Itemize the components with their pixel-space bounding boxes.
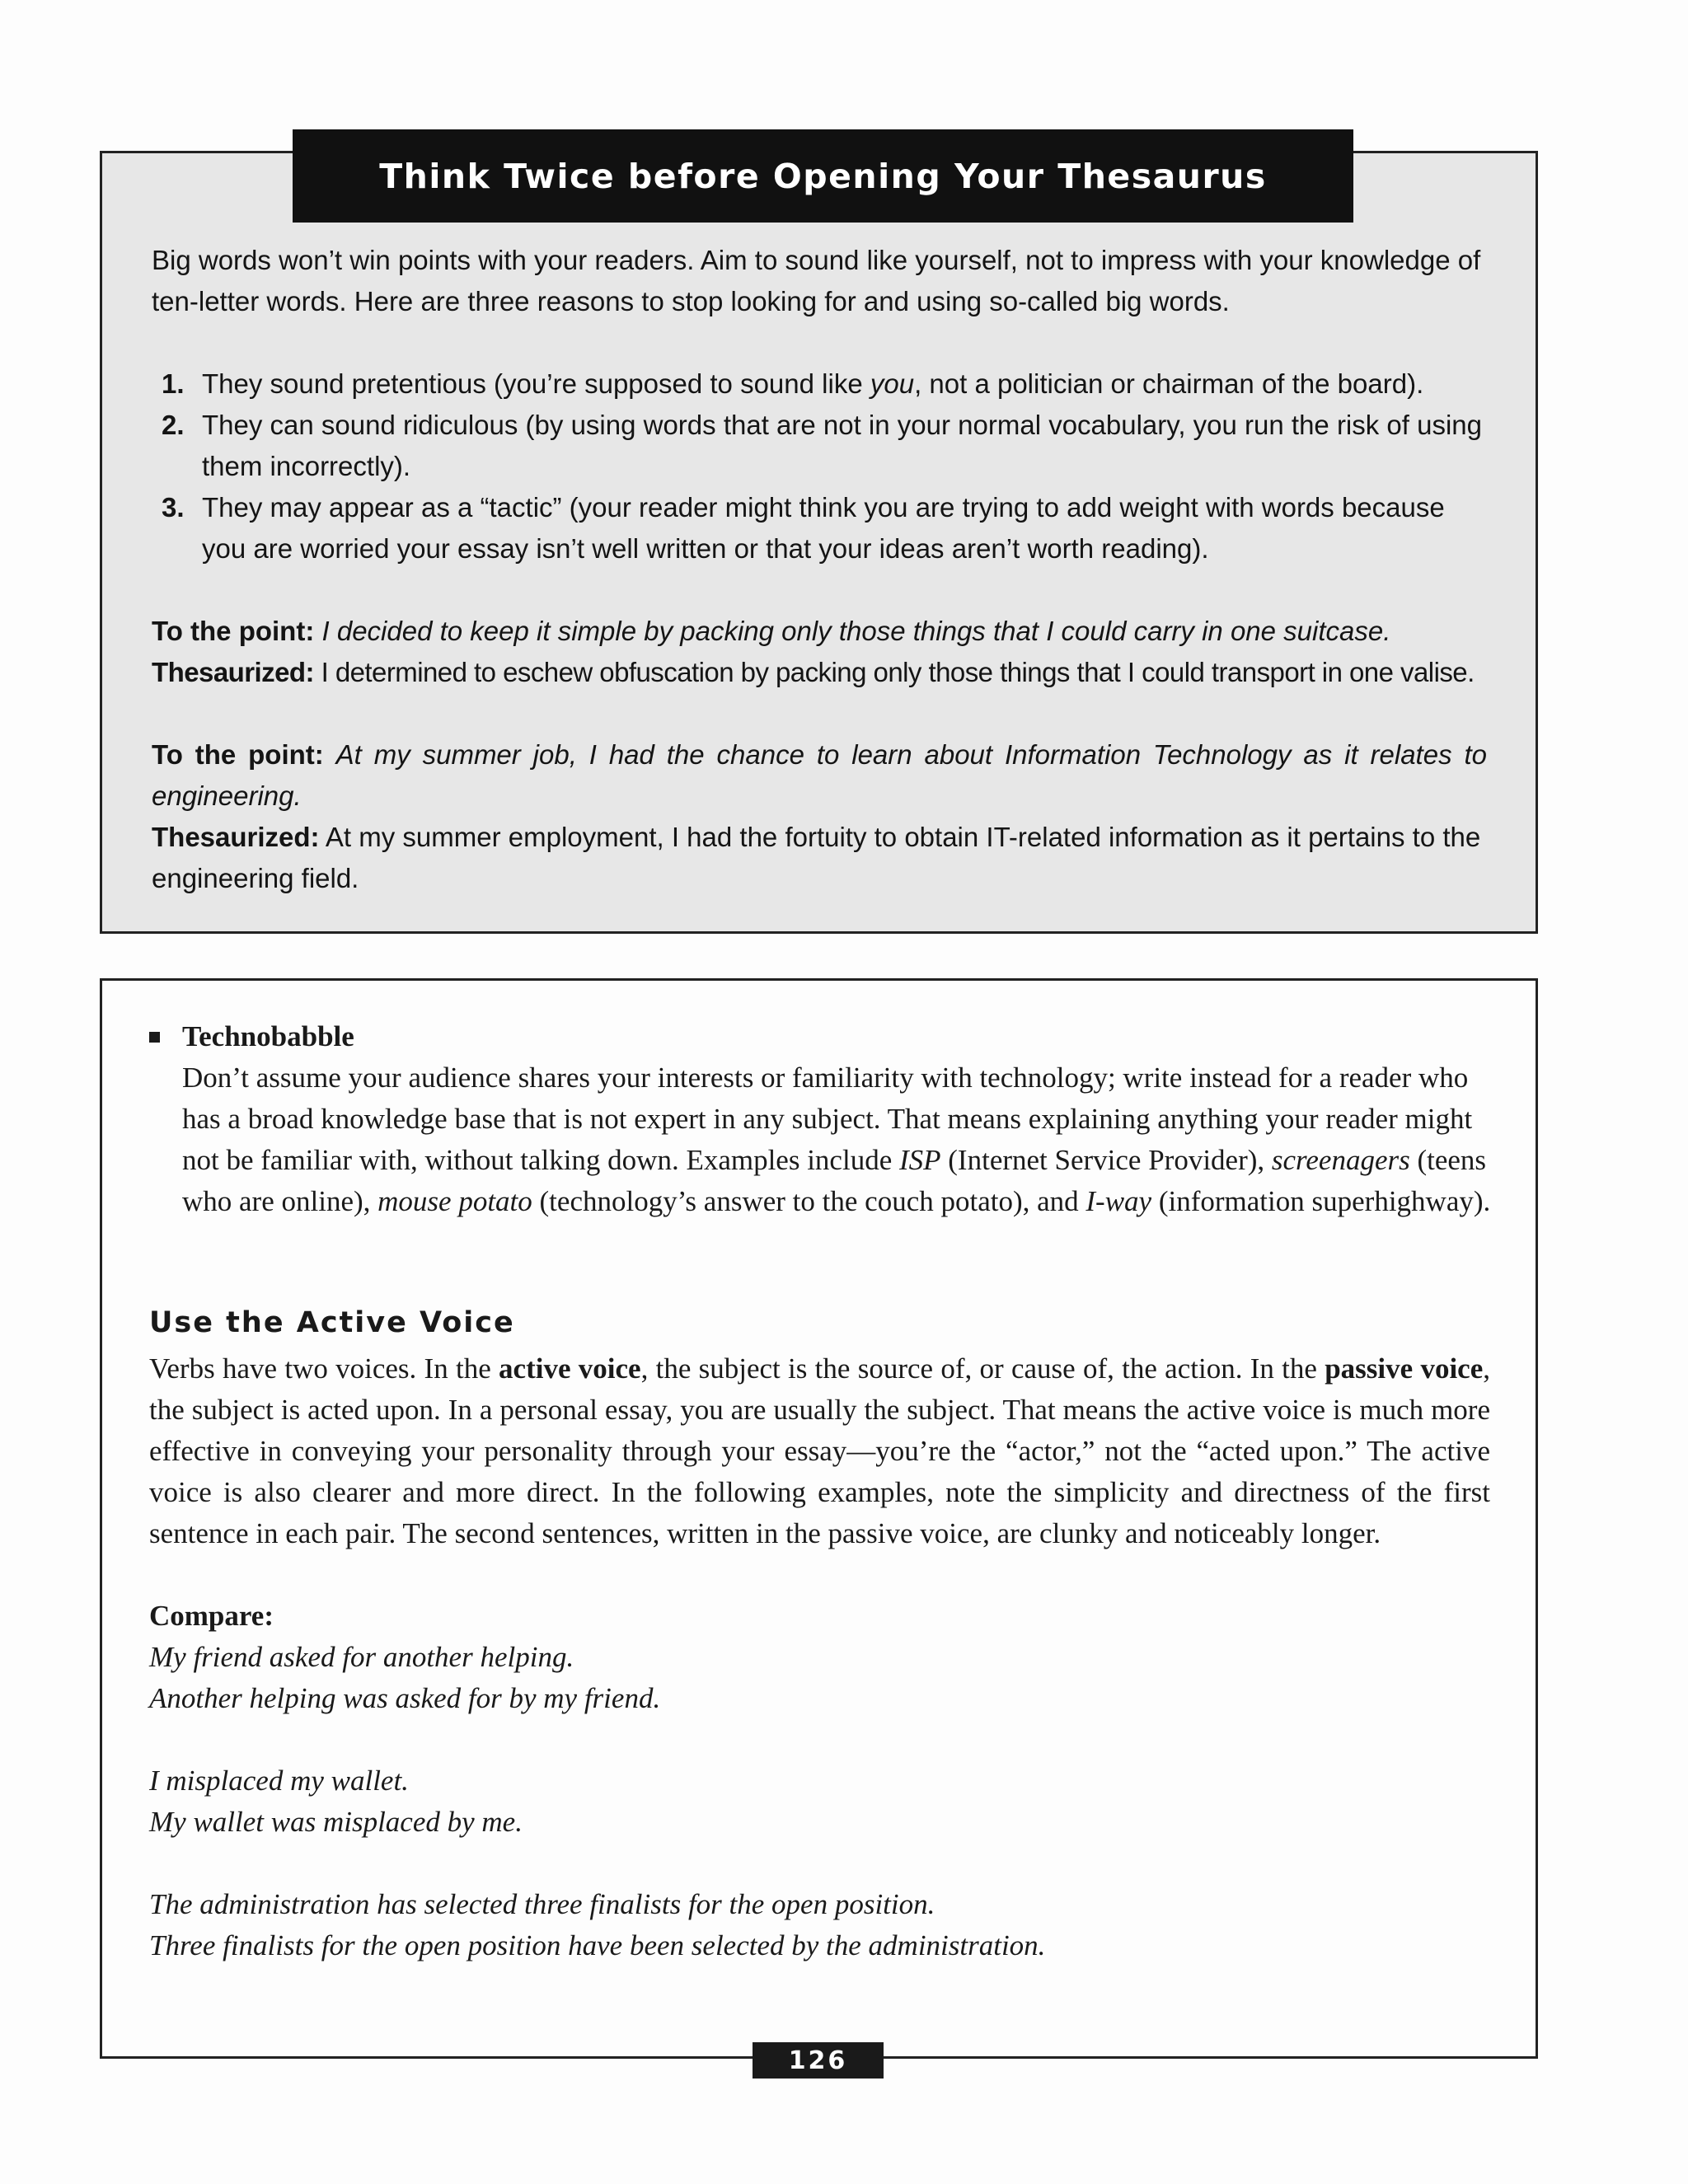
compare-label: Compare: [149, 1600, 274, 1632]
example-sentence: Three finalists for the open position have been selected by the administration. [149, 1929, 1046, 1961]
example-sentence: My friend asked for another helping. [149, 1641, 574, 1673]
example-sentence: Another helping was asked for by my friend. [149, 1682, 661, 1714]
to-the-point-line: To the point: I decided to keep it simple by packing only those things that I could carry in one suitcase. [152, 616, 1391, 646]
reasons-list [152, 363, 1487, 569]
list-number: 1. [162, 368, 185, 399]
technobabble-heading: Technobabble [182, 1020, 354, 1052]
sidebar-title: Think Twice before Opening Your Thesaurus [293, 129, 1353, 223]
example-pair-1 [152, 611, 1487, 693]
list-item: 1. They sound pretentious (you’re supposed to sound like you, not a politician or chairman of the board). [152, 363, 1487, 405]
example-sentence: The administration has selected three finalists for the open position. [149, 1888, 935, 1920]
example-pair-2 [152, 734, 1487, 899]
compare-section [149, 1596, 1490, 1966]
list-number: 3. [162, 492, 185, 523]
page-number: 126 [753, 2042, 884, 2079]
section-heading: Use the Active Voice [149, 1306, 515, 1339]
sidebar-intro: Big words won’t win points with your readers. Aim to sound like yourself, not to impress with your knowledge of ten-letter words. Here are three reasons to stop looking for and using so-called big words. [152, 245, 1481, 316]
to-the-point-line: To the point: At my summer job, I had the chance to learn about Information Technology as it relates to engineering. [152, 739, 1487, 811]
technobabble-text: Don’t assume your audience shares your interests or familiarity with technology; write instead for a reader who has a broad knowledge base that is not expert in any subject. That means explaining anything your reader might not be familiar with, without talking down. Examples include ISP (Internet Service Provider), screenagers (teens who are online), mouse potato (technology’s answer to the couch potato), and I-way (information superhighway). [182, 1062, 1491, 1217]
square-bullet-icon [149, 1032, 160, 1043]
example-sentence: I misplaced my wallet. [149, 1765, 409, 1797]
thesaurized-line: Thesaurized: At my summer employment, I had the fortuity to obtain IT-related information as it pertains to the engineering field. [152, 822, 1481, 893]
list-number: 2. [162, 410, 185, 440]
list-item: 2. They can sound ridiculous (by using words that are not in your normal vocabulary, you run the risk of using them incorrectly). [152, 405, 1487, 487]
thesaurized-line: Thesaurized: I determined to eschew obfuscation by packing only those things that I could transport in one valise. [152, 657, 1475, 687]
technobabble-section [182, 1016, 1501, 1222]
list-item: 3. They may appear as a “tactic” (your reader might think you are trying to add weight with words because you are worried your essay isn’t well written or that your ideas aren’t worth reading). [152, 487, 1487, 569]
active-voice-paragraph: Verbs have two voices. In the active voice, the subject is the source of, or cause of, the action. In the passive voice, the subject is acted upon. In a personal essay, you are usually the subject. That means the active voice is much more effective in conveying your personality through your essay—you’re the “actor,” not the “acted upon.” The active voice is also clearer and more direct. In the following examples, note the simplicity and directness of the first sentence in each pair. The second sentences, written in the passive voice, are clunky and noticeably longer. [149, 1352, 1490, 1549]
example-sentence: My wallet was misplaced by me. [149, 1806, 523, 1838]
